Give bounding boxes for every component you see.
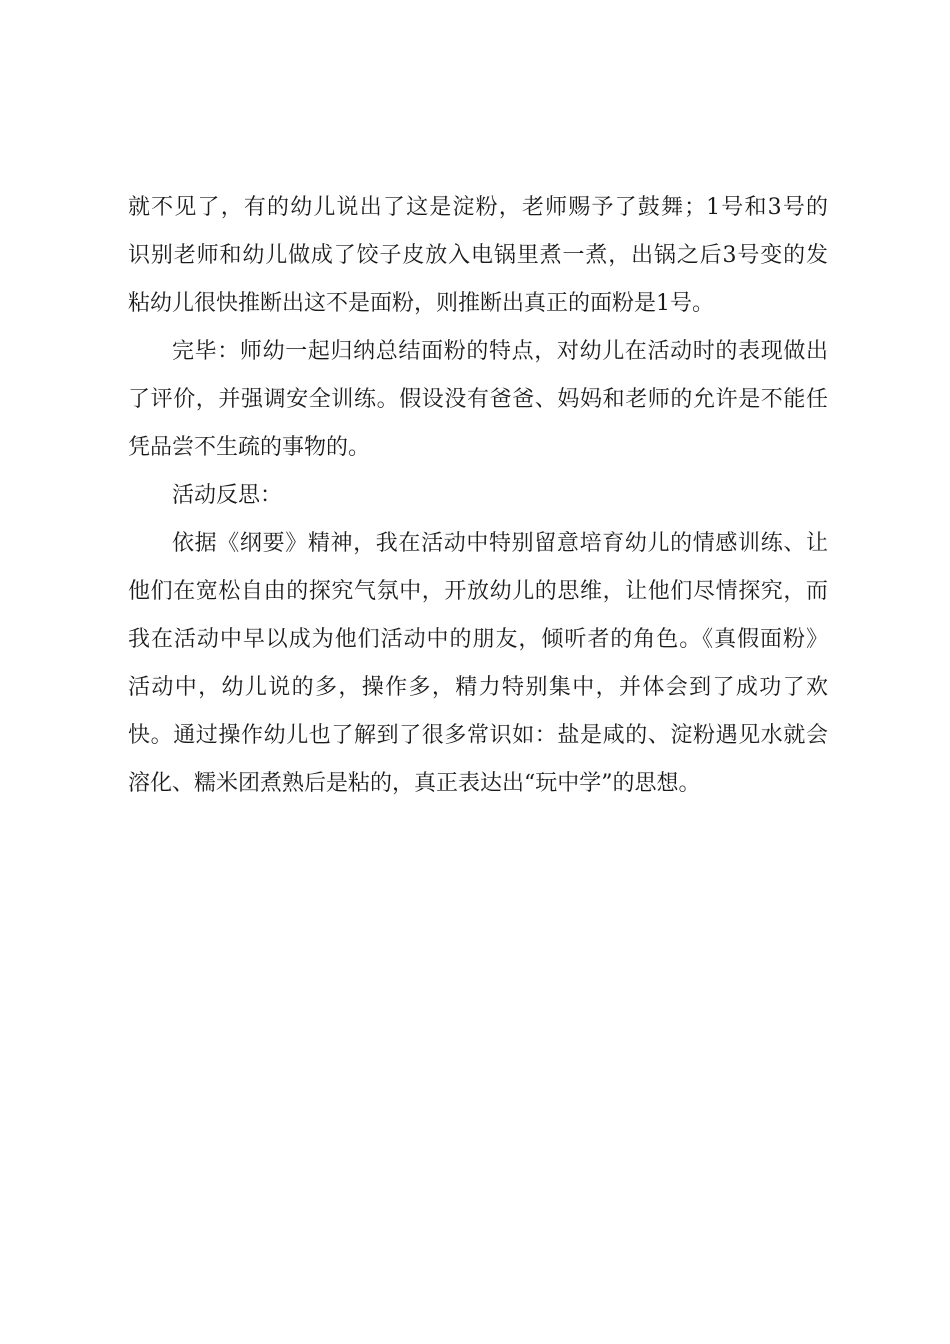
text-line: 粘幼儿很快推断出这不是面粉，则推断出真正的面粉是1号。 <box>128 291 714 316</box>
text-line: 识别老师和幼儿做成了饺子皮放入电锅里煮一煮，出锅之后3号变的发 <box>128 243 828 268</box>
paragraph <box>128 520 828 808</box>
text-line: 快。通过操作幼儿也了解到了很多常识如：盐是咸的、淀粉遇见水就会 <box>128 723 828 748</box>
document-body <box>128 184 828 808</box>
paragraph-heading <box>128 472 828 520</box>
text-line: 凭品尝不生疏的事物的。 <box>128 435 371 460</box>
text-line: 了评价，并强调安全训练。假设没有爸爸、妈妈和老师的允许是不能任 <box>128 387 828 412</box>
paragraph <box>128 184 828 328</box>
text-line: 活动中，幼儿说的多，操作多，精力特别集中，并体会到了成功了欢 <box>128 675 828 700</box>
text-line: 我在活动中早以成为他们活动中的朋友，倾听者的角色。《真假面粉》 <box>128 627 828 652</box>
text-line: 他们在宽松自由的探究气氛中，开放幼儿的思维，让他们尽情探究，而 <box>128 579 828 604</box>
text-line: 依据《纲要》精神，我在活动中特别留意培育幼儿的情感训练、让 <box>172 531 828 556</box>
paragraph <box>128 328 828 472</box>
text-line: 完毕：师幼一起归纳总结面粉的特点，对幼儿在活动时的表现做出 <box>172 339 828 364</box>
text-line: 溶化、糯米团煮熟后是粘的，真正表达出“玩中学”的思想。 <box>128 771 701 796</box>
section-heading: 活动反思： <box>172 483 283 508</box>
text-line: 就不见了，有的幼儿说出了这是淀粉，老师赐予了鼓舞；1号和3号的 <box>128 195 828 220</box>
